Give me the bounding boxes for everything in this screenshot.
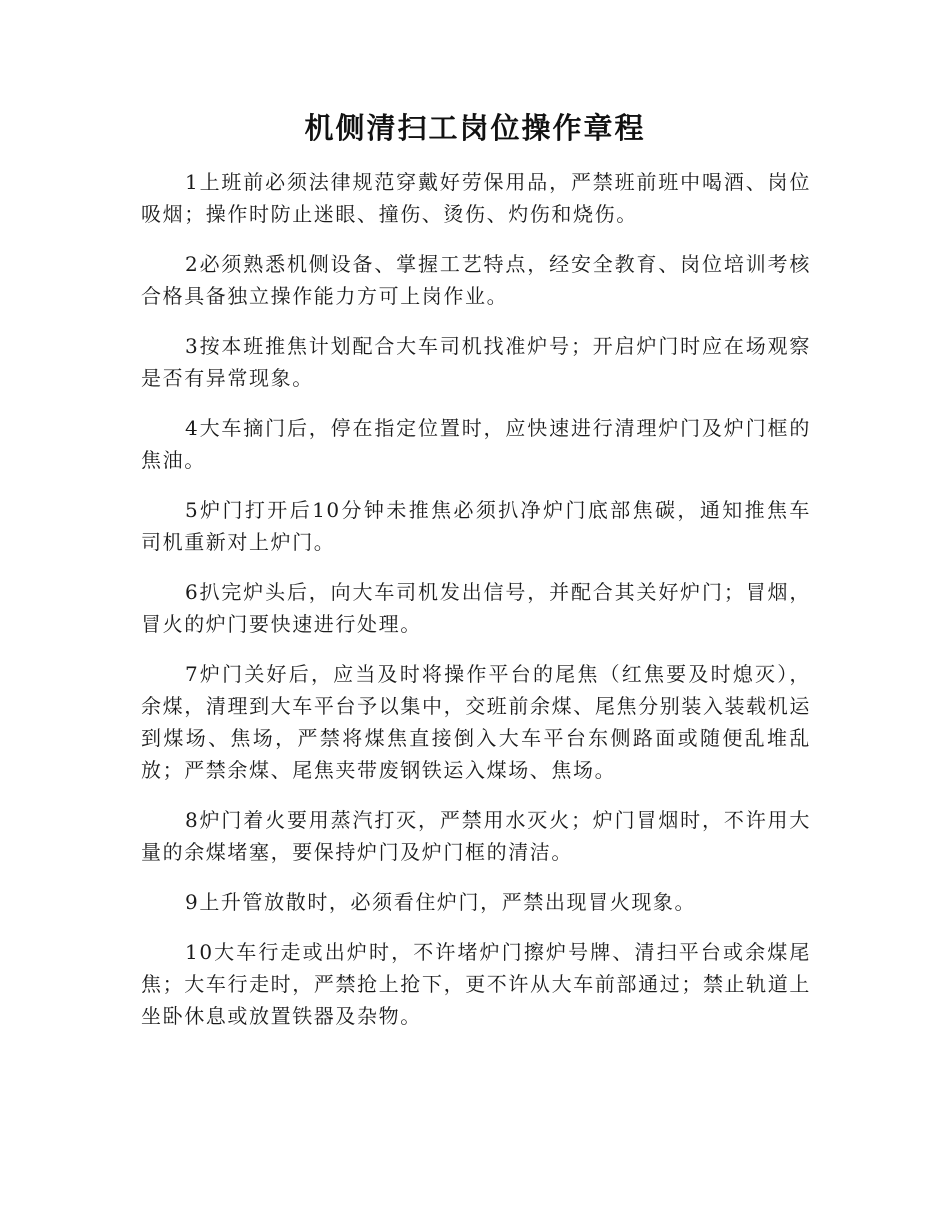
paragraph-6: 6扒完炉头后，向大车司机发出信号，并配合其关好炉门；冒烟，冒火的炉门要快速进行处理。 (141, 580, 811, 636)
paragraph-2: 2必须熟悉机侧设备、掌握工艺特点，经安全教育、岗位培训考核合格具备独立操作能力方可上岗作业。 (141, 252, 811, 308)
document-body (141, 166, 811, 1050)
paragraph-1: 1上班前必须法律规范穿戴好劳保用品，严禁班前班中喝酒、岗位吸烟；操作时防止迷眼、撞伤、烫伤、灼伤和烧伤。 (141, 170, 811, 226)
paragraph-8: 8炉门着火要用蒸汽打灭，严禁用水灭火；炉门冒烟时，不许用大量的余煤堵塞，要保持炉门及炉门框的清洁。 (141, 808, 811, 864)
document-title: 机侧清扫工岗位操作章程 (304, 111, 646, 145)
paragraph-10: 10大车行走或出炉时，不许堵炉门擦炉号牌、清扫平台或余煤尾焦；大车行走时，严禁抢上抢下，更不许从大车前部通过；禁止轨道上坐卧休息或放置铁器及杂物。 (141, 940, 811, 1028)
paragraph-7: 7炉门关好后，应当及时将操作平台的尾焦（红焦要及时熄灭），余煤，清理到大车平台予以集中，交班前余煤、尾焦分别装入装载机运到煤场、焦场，严禁将煤焦直接倒入大车平台东侧路面或随便乱堆乱放；严禁余煤、尾焦夹带废钢铁运入煤场、焦场。 (141, 662, 811, 782)
paragraph-4: 4大车摘门后，停在指定位置时，应快速进行清理炉门及炉门框的焦油。 (141, 416, 811, 472)
paragraph-3: 3按本班推焦计划配合大车司机找准炉号；开启炉门时应在场观察是否有异常现象。 (141, 334, 811, 390)
paragraph-9: 9上升管放散时，必须看住炉门，严禁出现冒火现象。 (185, 890, 697, 914)
paragraph-5: 5炉门打开后10分钟未推焦必须扒净炉门底部焦碳，通知推焦车司机重新对上炉门。 (141, 498, 811, 554)
